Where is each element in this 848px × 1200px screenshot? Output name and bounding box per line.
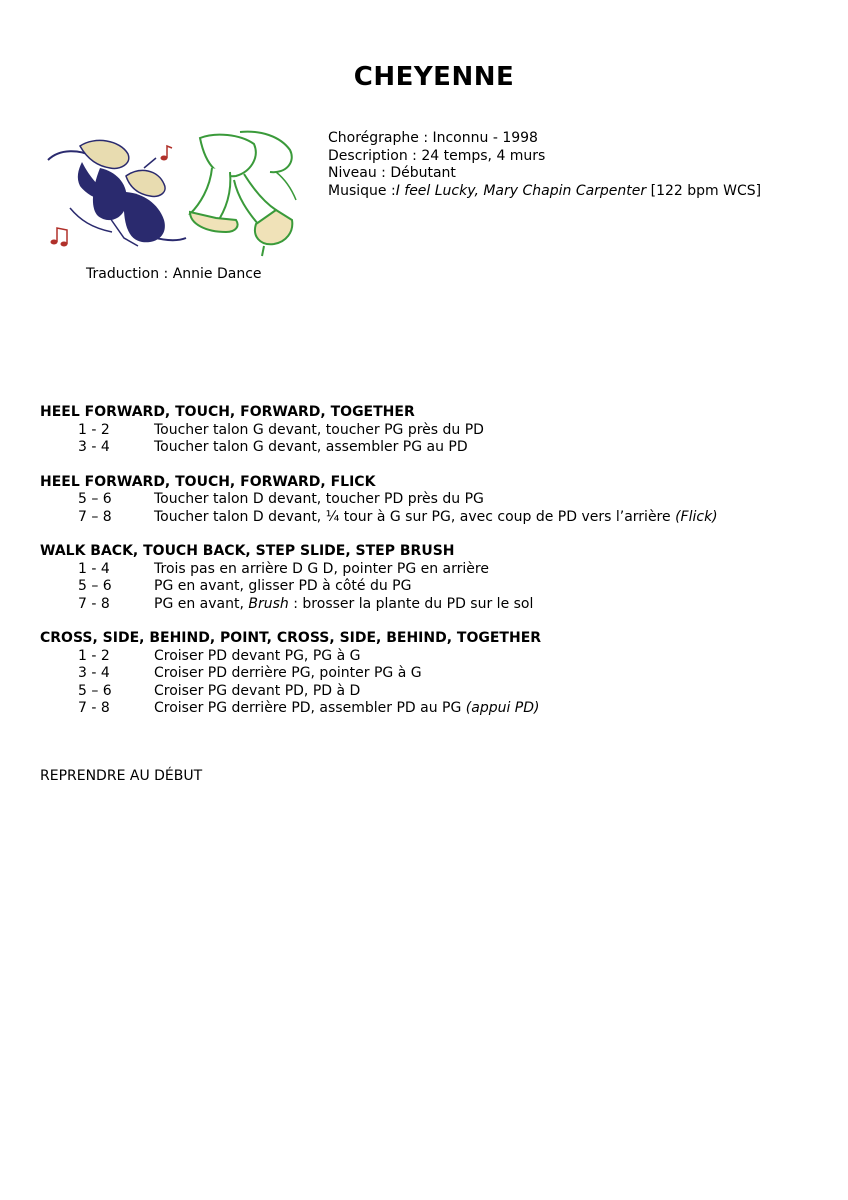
step-count: 5 – 6 xyxy=(78,578,112,594)
music-title: I feel Lucky, Mary Chapin Carpenter xyxy=(395,182,647,199)
step-row xyxy=(40,561,820,579)
section-title: CROSS, SIDE, BEHIND, POINT, CROSS, SIDE, BEHIND, TOGETHER xyxy=(40,630,542,646)
step-row xyxy=(40,439,820,457)
step-description xyxy=(154,700,820,718)
step-description xyxy=(154,509,820,527)
dancers-illustration xyxy=(40,128,302,260)
step-text: Croiser PD devant PG, PG à G xyxy=(154,647,361,664)
step-description xyxy=(154,648,820,666)
step-text: Toucher talon D devant, toucher PD près du PG xyxy=(154,491,484,507)
step-row xyxy=(40,491,820,509)
music-note-icon xyxy=(161,146,173,161)
step-text-tail: : brosser la plante du PD sur le sol xyxy=(288,595,534,612)
step-description xyxy=(154,561,820,579)
step-text: PG en avant, xyxy=(154,595,249,612)
music-suffix: [122 bpm WCS] xyxy=(646,182,762,199)
step-description xyxy=(154,683,820,701)
step-row xyxy=(40,578,820,596)
translation-credit: Traduction : Annie Dance xyxy=(86,266,262,282)
step-count: 3 - 4 xyxy=(78,665,110,681)
step-row xyxy=(40,665,820,683)
step-text: Croiser PG devant PD, PD à D xyxy=(154,682,361,699)
section-title: HEEL FORWARD, TOUCH, FORWARD, FLICK xyxy=(40,473,376,490)
step-description xyxy=(154,439,820,457)
section xyxy=(40,474,820,527)
step-count: 5 – 6 xyxy=(78,682,112,699)
step-count: 7 – 8 xyxy=(78,508,112,525)
step-count: 3 - 4 xyxy=(78,439,110,455)
music-note-icon xyxy=(51,228,68,247)
step-sheet xyxy=(40,404,820,735)
step-count: 5 – 6 xyxy=(78,491,112,507)
step-description xyxy=(154,665,820,683)
step-row xyxy=(40,422,820,440)
step-text: PG en avant, glisser PD à côté du PG xyxy=(154,578,412,594)
step-row xyxy=(40,509,820,527)
step-row xyxy=(40,648,820,666)
step-description xyxy=(154,491,820,509)
step-row xyxy=(40,700,820,718)
step-text: Toucher talon G devant, assembler PG au PD xyxy=(154,439,468,455)
step-row xyxy=(40,596,820,614)
section xyxy=(40,404,820,457)
section-title: WALK BACK, TOUCH BACK, STEP SLIDE, STEP BRUSH xyxy=(40,543,455,559)
step-text: Croiser PG derrière PD, assembler PD au PG xyxy=(154,700,466,716)
dance-info xyxy=(328,130,761,200)
section xyxy=(40,630,820,718)
step-text: Toucher talon G devant, toucher PG près du PD xyxy=(154,421,484,438)
step-emphasis: Brush xyxy=(248,595,289,612)
step-emphasis: (appui PD) xyxy=(465,700,540,716)
step-description xyxy=(154,422,820,440)
right-dancer xyxy=(190,132,296,256)
step-description xyxy=(154,596,820,614)
music xyxy=(328,183,761,201)
music-prefix: Musique : xyxy=(328,182,396,199)
step-description xyxy=(154,578,820,596)
step-row xyxy=(40,683,820,701)
step-text: Trois pas en arrière D G D, pointer PG en arrière xyxy=(154,560,489,577)
section xyxy=(40,543,820,613)
level: Niveau : Débutant xyxy=(328,165,456,181)
section-title: HEEL FORWARD, TOUCH, FORWARD, TOGETHER xyxy=(40,404,415,420)
step-count: 7 - 8 xyxy=(78,595,110,612)
description: Description : 24 temps, 4 murs xyxy=(328,147,546,164)
step-text: Croiser PD derrière PG, pointer PG à G xyxy=(154,665,422,681)
step-text: Toucher talon D devant, ¼ tour à G sur PG, avec coup de PD vers l’arrière xyxy=(154,508,676,525)
page-title: CHEYENNE xyxy=(353,62,515,92)
step-count: 1 - 4 xyxy=(78,560,110,577)
choreographer: Chorégraphe : Inconnu - 1998 xyxy=(328,130,538,146)
step-count: 1 - 2 xyxy=(78,647,110,664)
restart-note: REPRENDRE AU DÉBUT xyxy=(40,768,203,784)
step-emphasis: (Flick) xyxy=(675,508,718,525)
step-count: 7 - 8 xyxy=(78,700,110,716)
step-count: 1 - 2 xyxy=(78,421,110,438)
